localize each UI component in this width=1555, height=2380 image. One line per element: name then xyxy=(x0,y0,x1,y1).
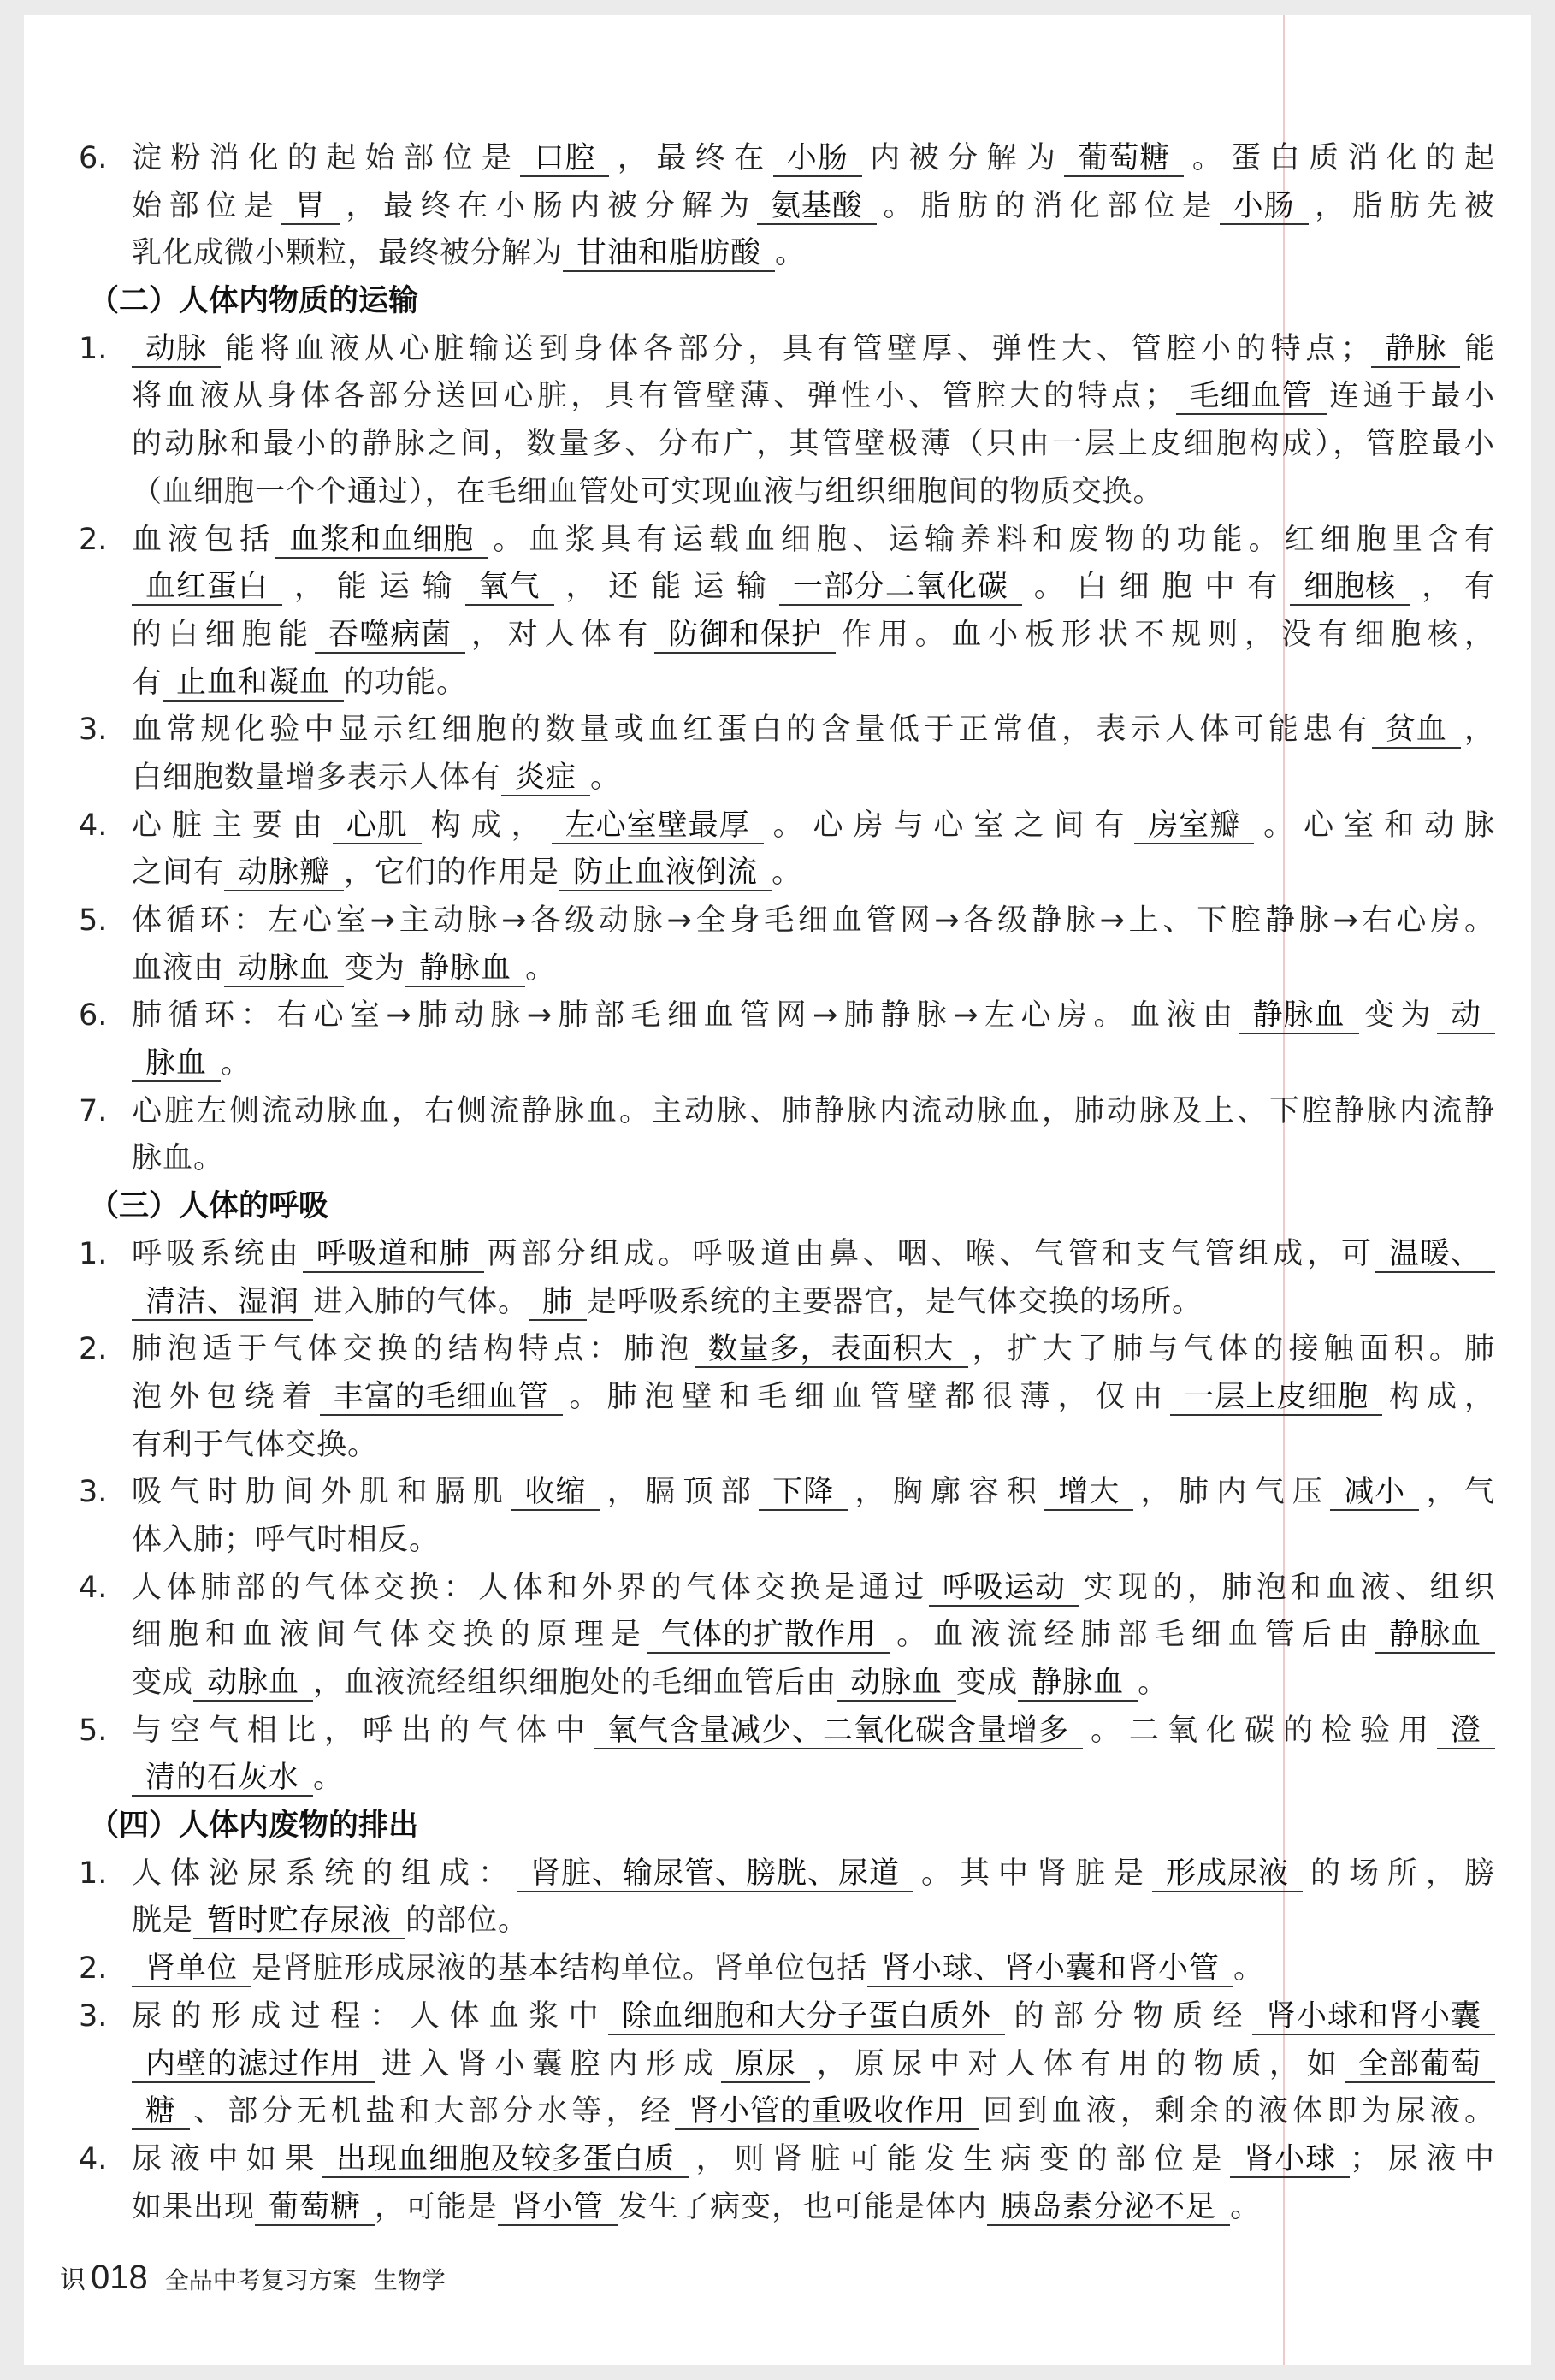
answer-blank: 内壁的滤过作用 xyxy=(132,2047,375,2083)
line-text xyxy=(132,945,1495,993)
list-item-line xyxy=(0,992,1555,1040)
line-text xyxy=(132,469,1495,517)
line-text xyxy=(132,2041,1495,2089)
answer-blank: 止血和凝血 xyxy=(163,666,344,702)
text-run: 吸气时肋间外肌和膈肌 xyxy=(132,1475,511,1510)
answer-blank: 氨基酸 xyxy=(757,189,877,225)
continuation-line xyxy=(0,2041,1555,2089)
continuation-line xyxy=(0,660,1555,707)
text-run: ，胸廓容积 xyxy=(848,1475,1045,1510)
item-number: 7. xyxy=(79,1093,108,1128)
answer-blank: 澄 xyxy=(1437,1714,1495,1749)
line-text xyxy=(132,1565,1495,1613)
continuation-line xyxy=(0,1660,1555,1708)
item-number: 3. xyxy=(79,713,108,748)
line-text xyxy=(132,230,1495,278)
answer-blank: 吞噬病菌 xyxy=(315,618,465,654)
list-item-line xyxy=(0,1326,1555,1374)
line-text xyxy=(132,2184,1495,2232)
text-run: 的场所，膀 xyxy=(1302,1856,1495,1891)
text-run: 乳化成微小颗粒，最终被分解为 xyxy=(132,236,564,271)
text-run: 血液由 xyxy=(132,950,225,986)
text-run: 心脏左侧流动脉血，右侧流静脉血。主动脉、肺静脉内流动脉血，肺动脉及上、下腔静脉内流静 xyxy=(132,1093,1495,1128)
answer-blank: 静脉血 xyxy=(1239,998,1358,1034)
text-run: （血细胞一个个通过），在毛细血管处可实现血液与组织细胞间的物质交换。 xyxy=(132,474,1164,509)
answer-blank: 数量多，表面积大 xyxy=(695,1332,968,1368)
text-run: 的动脉和最小的静脉之间，数量多、分布广，其管壁极薄（只由一层上皮细胞构成），管腔最小 xyxy=(132,427,1495,462)
list-item-line xyxy=(0,1231,1555,1279)
text-run: ，最终在小肠内被分解为 xyxy=(339,188,757,223)
answer-blank: 出现血细胞及较多蛋白质 xyxy=(322,2142,689,2178)
text-run: 呼吸系统由 xyxy=(132,1236,303,1271)
text-run: 。蛋白质消化的起 xyxy=(1184,141,1495,175)
line-text xyxy=(132,1612,1495,1660)
continuation-line xyxy=(0,1755,1555,1803)
continuation-line xyxy=(0,1374,1555,1422)
text-run: 血液包括 xyxy=(132,522,276,557)
text-run: 的白细胞能 xyxy=(132,617,316,652)
line-text xyxy=(132,1945,1495,1993)
line-text xyxy=(132,1660,1495,1708)
list-item-line xyxy=(0,1565,1555,1613)
line-text xyxy=(132,1374,1495,1422)
continuation-line xyxy=(0,850,1555,897)
continuation-line xyxy=(0,183,1555,231)
answer-blank: 全部葡萄 xyxy=(1345,2047,1495,2083)
line-text xyxy=(132,135,1495,183)
answer-blank: 温暖、 xyxy=(1375,1237,1495,1273)
continuation-line xyxy=(0,2088,1555,2136)
answer-blank: 丰富的毛细血管 xyxy=(320,1380,563,1416)
answer-blank: 肾单位 xyxy=(132,1951,251,1987)
answer-blank: 清洁、湿润 xyxy=(132,1285,313,1321)
line-text xyxy=(132,660,1495,707)
line-text xyxy=(132,373,1495,421)
line-text xyxy=(132,1897,1495,1945)
section-heading-text: （四）人体内废物的排出 xyxy=(89,1809,419,1844)
text-run: 是肾脏形成尿液的基本结构单位。肾单位包括 xyxy=(251,1951,868,1986)
answer-blank: 胰岛素分泌不足 xyxy=(987,2190,1230,2226)
text-run: ，最终在 xyxy=(609,141,773,175)
answer-blank: 胃 xyxy=(281,189,340,225)
line-text xyxy=(132,1088,1495,1136)
line-text xyxy=(132,897,1495,945)
item-number: 4. xyxy=(79,1570,108,1605)
line-text xyxy=(132,612,1495,660)
text-run: 变为 xyxy=(344,950,406,986)
answer-blank: 口腔 xyxy=(520,141,609,177)
text-run: ，血液流经组织细胞处的毛细血管后由 xyxy=(313,1666,837,1700)
text-run: 能将血液从心脏输送到身体各部分，具有管壁厚、弹性大、管腔小的特点； xyxy=(221,331,1372,366)
continuation-line xyxy=(0,1040,1555,1088)
item-number: 1. xyxy=(79,331,108,366)
section-heading-text: （二）人体内物质的运输 xyxy=(89,284,419,319)
line-text xyxy=(132,1326,1495,1374)
item-number: 2. xyxy=(79,522,108,557)
text-run: 。血浆具有运载血细胞、运输养料和废物的功能。红细胞里含有 xyxy=(488,522,1495,557)
subject-name: 生物学 xyxy=(373,2266,446,2294)
continuation-line xyxy=(0,230,1555,278)
text-run: 。肺泡壁和毛细血管壁都很薄，仅由 xyxy=(562,1379,1171,1414)
text-run: 脉血。 xyxy=(132,1141,225,1176)
text-run: 连通于最小 xyxy=(1326,379,1495,414)
answer-blank: 血红蛋白 xyxy=(132,570,282,606)
line-text xyxy=(132,1279,1495,1327)
text-run: 。二氧化碳的检验用 xyxy=(1082,1713,1437,1748)
answer-blank: 肾小管的重吸收作用 xyxy=(675,2094,979,2130)
text-run: 。 xyxy=(525,950,557,986)
text-run: 。 xyxy=(775,236,807,271)
continuation-line xyxy=(0,612,1555,660)
footer-mark: 识 xyxy=(60,2265,86,2295)
answer-blank: 下降 xyxy=(759,1475,848,1511)
continuation-line xyxy=(0,421,1555,469)
text-run: 体循环：左心室→主动脉→各级动脉→全身毛细血管网→各级静脉→上、下腔静脉→右心房。 xyxy=(132,903,1495,938)
answer-blank: 呼吸运动 xyxy=(929,1571,1079,1607)
answer-blank: 形成尿液 xyxy=(1152,1856,1303,1892)
answer-blank: 肾小球 xyxy=(1230,2142,1350,2178)
text-run: 将血液从身体各部分送回心脏，具有管壁薄、弹性小、管腔大的特点； xyxy=(132,379,1176,414)
section-heading xyxy=(0,278,1555,326)
text-run: 进入肺的气体。 xyxy=(313,1284,529,1319)
text-run: 有利于气体交换。 xyxy=(132,1427,379,1462)
answer-blank: 动 xyxy=(1437,998,1495,1034)
line-text xyxy=(132,1708,1495,1755)
answer-blank: 防御和保护 xyxy=(654,618,836,654)
text-run: 胱是 xyxy=(132,1903,194,1939)
answer-blank: 糖 xyxy=(132,2094,190,2130)
text-run: 变成 xyxy=(132,1666,194,1700)
text-run: ，膈顶部 xyxy=(600,1475,760,1510)
text-run: 。 xyxy=(221,1046,252,1081)
continuation-line xyxy=(0,755,1555,802)
answer-blank: 原尿 xyxy=(721,2047,810,2083)
answer-blank: 静脉血 xyxy=(1375,1618,1495,1654)
answer-blank: 肾小球、肾小囊和肾小管 xyxy=(867,1951,1233,1987)
section-heading-text: （三）人体的呼吸 xyxy=(89,1189,329,1224)
answer-blank: 心肌 xyxy=(333,808,422,844)
text-run: 回到血液，剩余的液体即为尿液。 xyxy=(979,2094,1495,2129)
list-item-line xyxy=(0,1945,1555,1993)
continuation-line xyxy=(0,1517,1555,1565)
list-item-line xyxy=(0,517,1555,565)
text-run: 。其中肾脏是 xyxy=(913,1856,1152,1891)
text-run: 。 xyxy=(1233,1951,1265,1986)
answer-blank: 肺 xyxy=(529,1285,587,1321)
line-text xyxy=(132,1040,1495,1088)
text-run: 体入肺；呼气时相反。 xyxy=(132,1522,440,1557)
text-run: 实现的，肺泡和血液、组织 xyxy=(1079,1570,1495,1605)
item-number: 3. xyxy=(79,1998,108,2034)
text-run: 心脏主要由 xyxy=(132,808,333,843)
answer-blank: 清的石灰水 xyxy=(132,1761,313,1797)
text-run: 尿的形成过程：人体血浆中 xyxy=(132,1998,609,2034)
text-run: 的部位。 xyxy=(405,1903,529,1939)
line-text xyxy=(132,802,1495,850)
list-item-line xyxy=(0,1708,1555,1755)
list-item-line xyxy=(0,326,1555,374)
text-run: 的功能。 xyxy=(344,665,468,700)
page-number: 018 xyxy=(91,2259,148,2296)
line-text xyxy=(132,1231,1495,1279)
text-run: 。 xyxy=(313,1761,345,1796)
text-run: 。 xyxy=(1138,1666,1169,1700)
line-text xyxy=(132,2088,1495,2136)
text-run: ，可能是 xyxy=(375,2189,499,2224)
text-run: 尿液中如果 xyxy=(132,2141,323,2176)
text-run: 内被分解为 xyxy=(861,141,1065,175)
text-run: ；尿液中 xyxy=(1350,2141,1495,2176)
text-run: 有 xyxy=(132,665,163,700)
answer-blank: 房室瓣 xyxy=(1134,808,1254,844)
list-item-line xyxy=(0,707,1555,755)
continuation-line xyxy=(0,1279,1555,1327)
list-item-line xyxy=(0,802,1555,850)
answer-blank: 静脉血 xyxy=(1018,1666,1138,1702)
text-run: 肺泡适于气体交换的结构特点：肺泡 xyxy=(132,1332,695,1367)
text-run: 人体泌尿系统的组成： xyxy=(132,1856,517,1891)
line-text xyxy=(132,1850,1495,1898)
text-run: 如果出现 xyxy=(132,2189,256,2224)
line-text xyxy=(132,517,1495,565)
section-heading xyxy=(0,1183,1555,1231)
item-number: 2. xyxy=(79,1332,108,1367)
answer-blank: 小肠 xyxy=(1220,189,1309,225)
item-number: 4. xyxy=(79,2141,108,2176)
text-run: 淀粉消化的起始部位是 xyxy=(132,141,521,175)
text-run: 作用。血小板形状不规则，没有细胞核， xyxy=(836,617,1495,652)
answer-blank: 增大 xyxy=(1044,1475,1133,1511)
line-text xyxy=(132,707,1495,755)
answer-blank: 炎症 xyxy=(501,761,590,796)
continuation-line xyxy=(0,945,1555,993)
item-number: 1. xyxy=(79,1856,108,1891)
list-item-line xyxy=(0,1993,1555,2041)
page-footer xyxy=(60,2259,446,2310)
section-heading xyxy=(0,1803,1555,1850)
item-number: 6. xyxy=(79,141,108,175)
item-number: 1. xyxy=(79,1236,108,1271)
item-number: 2. xyxy=(79,1951,108,1986)
text-run: 。心房与心室之间有 xyxy=(763,808,1135,843)
line-text xyxy=(132,1993,1495,2041)
answer-blank: 甘油和脂肪酸 xyxy=(563,236,775,272)
answer-blank: 一部分二氧化碳 xyxy=(779,570,1022,606)
text-run: 能 xyxy=(1460,331,1495,366)
text-run: ，对人体有 xyxy=(465,617,655,652)
text-run: ，扩大了肺与气体的接触面积。肺 xyxy=(967,1332,1495,1367)
answer-blank: 动脉血 xyxy=(193,1666,313,1702)
answer-blank: 防止血液倒流 xyxy=(559,855,772,891)
text-run: ，原尿中对人体有用的物质，如 xyxy=(809,2046,1345,2081)
text-run: 变为 xyxy=(1358,998,1437,1033)
text-run: ，气 xyxy=(1419,1475,1495,1510)
continuation-line xyxy=(0,1897,1555,1945)
text-run: ，还能运输 xyxy=(553,570,779,605)
text-run: 人体肺部的气体交换：人体和外界的气体交换是通过 xyxy=(132,1570,929,1605)
item-number: 5. xyxy=(79,903,108,938)
text-run: 。血液流经肺部毛细血管后由 xyxy=(890,1618,1375,1653)
answer-blank: 细胞核 xyxy=(1290,570,1410,606)
answer-blank: 动脉血 xyxy=(837,1666,956,1702)
answer-blank: 左心室壁最厚 xyxy=(552,808,764,844)
text-run: 。白细胞中有 xyxy=(1021,570,1291,605)
line-text xyxy=(132,1755,1495,1803)
line-text xyxy=(132,1517,1495,1565)
text-run: 白细胞数量增多表示人体有 xyxy=(132,760,502,795)
item-number: 4. xyxy=(79,808,108,843)
answer-blank: 血浆和血细胞 xyxy=(275,523,488,559)
list-item-line xyxy=(0,1088,1555,1136)
answer-blank: 动脉血 xyxy=(224,951,344,987)
text-run: ，则肾脏可能发生病变的部位是 xyxy=(689,2141,1231,2176)
continuation-line xyxy=(0,2184,1555,2232)
answer-blank: 暂时贮存尿液 xyxy=(193,1903,405,1939)
list-item-line xyxy=(0,2136,1555,2184)
answer-blank: 肾小管 xyxy=(498,2190,618,2226)
item-number: 6. xyxy=(79,998,108,1033)
continuation-line xyxy=(0,469,1555,517)
text-run: ，能运输 xyxy=(282,570,465,605)
line-text xyxy=(132,1422,1495,1470)
text-run: 。 xyxy=(772,855,803,891)
text-run: 泡外包绕着 xyxy=(132,1379,320,1414)
line-text xyxy=(132,183,1495,231)
text-run: 。心室和动脉 xyxy=(1254,808,1495,843)
continuation-line xyxy=(0,373,1555,421)
text-run: ，它们的作用是 xyxy=(344,855,560,891)
answer-blank: 减小 xyxy=(1330,1475,1419,1511)
line-text xyxy=(132,564,1495,612)
list-item-line xyxy=(0,135,1555,183)
answer-blank: 除血细胞和大分子蛋白质外 xyxy=(608,1999,1005,2035)
list-item-line xyxy=(0,1850,1555,1898)
line-text xyxy=(132,755,1495,802)
line-text xyxy=(132,1135,1495,1183)
text-run: 构成， xyxy=(421,808,552,843)
list-item-line xyxy=(0,1469,1555,1517)
answer-blank: 氧气 xyxy=(465,570,554,606)
text-run: 变成 xyxy=(956,1666,1019,1700)
answer-blank: 贫血 xyxy=(1372,713,1461,749)
text-run: 两部分组成。呼吸道由鼻、咽、喉、气管和支气管组成，可 xyxy=(483,1236,1375,1271)
text-run: 是呼吸系统的主要器官，是气体交换的场所。 xyxy=(587,1284,1203,1319)
text-run: 与空气相比，呼出的气体中 xyxy=(132,1713,594,1748)
item-number: 3. xyxy=(79,1475,108,1510)
item-number: 5. xyxy=(79,1713,108,1748)
line-text xyxy=(132,850,1495,897)
answer-blank: 葡萄糖 xyxy=(255,2190,375,2226)
text-run: 血常规化验中显示红细胞的数量或血红蛋白的含量低于正常值，表示人体可能患有 xyxy=(132,713,1372,748)
text-run: 。脂肪的消化部位是 xyxy=(876,188,1220,223)
list-item-line xyxy=(0,897,1555,945)
answer-blank: 动脉瓣 xyxy=(224,855,344,891)
text-run: ，肺内气压 xyxy=(1133,1475,1331,1510)
answer-blank: 小肠 xyxy=(773,141,862,177)
text-run: 始部位是 xyxy=(132,188,281,223)
series-title: 全品中考复习方案 xyxy=(164,2266,357,2294)
answer-blank: 静脉 xyxy=(1371,332,1460,368)
text-run: 、部分无机盐和大部分水等，经 xyxy=(190,2094,675,2129)
answer-blank: 肾小球和肾小囊 xyxy=(1252,1999,1495,2035)
text-run: 肺循环：右心室→肺动脉→肺部毛细血管网→肺静脉→左心房。血液由 xyxy=(132,998,1239,1033)
text-run: ，有 xyxy=(1410,570,1495,605)
text-run: ， xyxy=(1460,713,1495,748)
answer-blank: 氧气含量减少、二氧化碳含量增多 xyxy=(594,1714,1083,1749)
text-run: 。 xyxy=(1230,2189,1262,2224)
text-run: 之间有 xyxy=(132,855,225,891)
text-run: 构成， xyxy=(1382,1379,1495,1414)
text-run: 发生了病变，也可能是体内 xyxy=(618,2189,988,2224)
text-run: 细胞和血液间气体交换的原理是 xyxy=(132,1618,647,1653)
text-run: 的部分物质经 xyxy=(1005,1998,1252,2034)
continuation-line xyxy=(0,1135,1555,1183)
answer-blank: 动脉 xyxy=(132,332,221,368)
document-body xyxy=(0,135,1555,2231)
answer-blank: 脉血 xyxy=(132,1046,221,1082)
text-run: 进入肾小囊腔内形成 xyxy=(375,2046,721,2081)
text-run: 。 xyxy=(590,760,622,795)
continuation-line xyxy=(0,564,1555,612)
line-text xyxy=(132,326,1495,374)
line-text xyxy=(132,421,1495,469)
text-run: ，脂肪先被 xyxy=(1308,188,1495,223)
answer-blank: 静脉血 xyxy=(405,951,525,987)
answer-blank: 收缩 xyxy=(511,1475,600,1511)
answer-blank: 葡萄糖 xyxy=(1064,141,1184,177)
answer-blank: 气体的扩散作用 xyxy=(647,1618,890,1654)
continuation-line xyxy=(0,1422,1555,1470)
answer-blank: 一层上皮细胞 xyxy=(1170,1380,1382,1416)
line-text xyxy=(132,1469,1495,1517)
answer-blank: 呼吸道和肺 xyxy=(303,1237,484,1273)
continuation-line xyxy=(0,1612,1555,1660)
line-text xyxy=(132,2136,1495,2184)
line-text xyxy=(132,992,1495,1040)
answer-blank: 肾脏、输尿管、膀胱、尿道 xyxy=(517,1856,913,1892)
answer-blank: 毛细血管 xyxy=(1176,379,1327,415)
